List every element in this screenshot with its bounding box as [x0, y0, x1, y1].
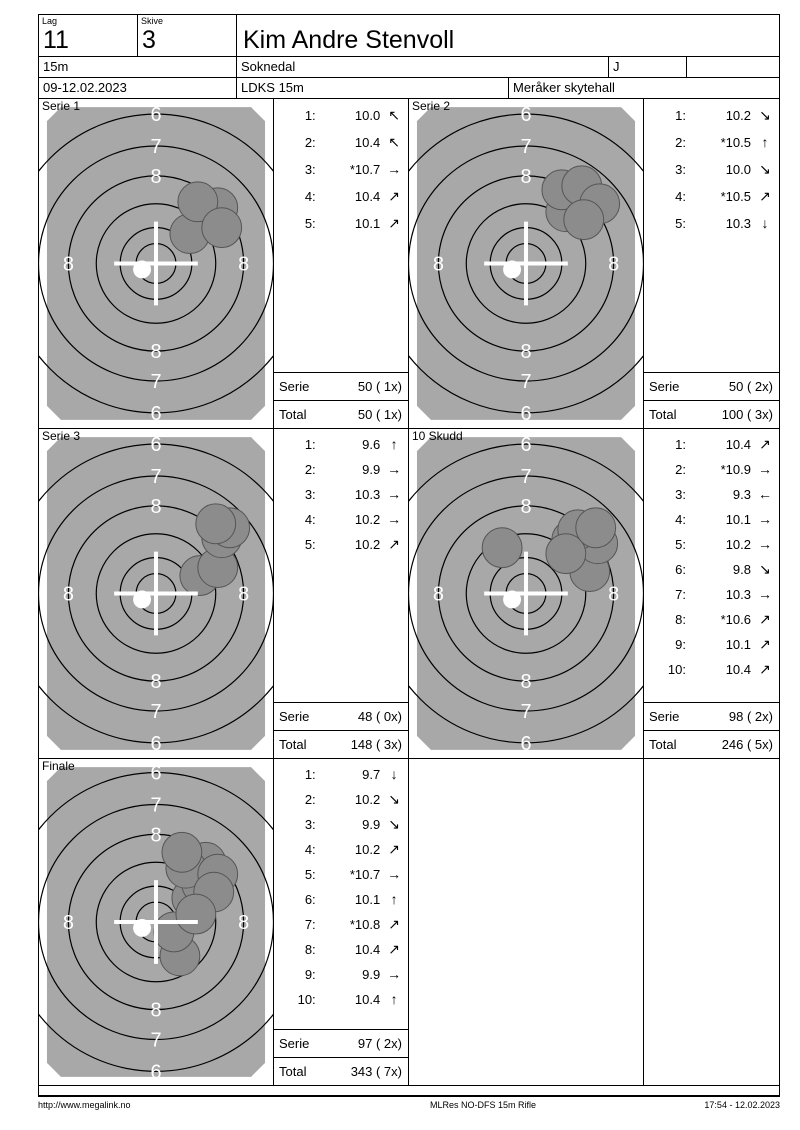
shot-row: [274, 129, 408, 156]
shot-number: 3:: [304, 817, 316, 832]
shot-direction-icon: ↓: [390, 766, 398, 782]
svg-text:6: 6: [520, 732, 532, 755]
shot-row: [274, 457, 408, 482]
shot-direction-icon: ↗: [388, 188, 400, 204]
svg-text:8: 8: [150, 999, 162, 1022]
competition-value: LDKS 15m: [241, 80, 304, 95]
shot-number: 7:: [304, 917, 316, 932]
shot-direction-icon: ↖: [388, 134, 400, 150]
shot-number: 1:: [304, 108, 316, 123]
shot-direction-icon: ↗: [388, 215, 400, 231]
target-serie-1: [39, 99, 274, 429]
shots-serie-2: [644, 99, 779, 429]
empty-shots-cell: [644, 759, 779, 1086]
shot-number: 9:: [304, 967, 316, 982]
footer-url[interactable]: http://www.megalink.no: [38, 1100, 131, 1110]
shot-direction-icon: ↘: [759, 561, 771, 577]
shot-row: [644, 102, 779, 129]
shot-value: 9.7: [362, 767, 381, 782]
svg-text:8: 8: [608, 253, 620, 276]
shot-number: 1:: [675, 437, 686, 452]
distance-cell: [39, 57, 237, 78]
shot-list: [644, 429, 779, 702]
total-sum-row: [274, 730, 408, 758]
shot-value: 10.1: [354, 216, 381, 231]
svg-text:8: 8: [608, 583, 620, 606]
shot-direction-icon: ↓: [761, 215, 769, 231]
shot-row: [644, 657, 779, 682]
svg-text:6: 6: [150, 732, 162, 755]
serie-label: Serie: [649, 709, 680, 724]
svg-text:8: 8: [520, 495, 532, 518]
svg-text:6: 6: [150, 434, 162, 457]
shot-row: [644, 156, 779, 183]
svg-text:6: 6: [150, 762, 162, 785]
series-title: 10 Skudd: [412, 429, 463, 443]
series-row: [39, 429, 779, 759]
shot-number: 4:: [675, 512, 686, 527]
shot-number: 4:: [304, 512, 316, 527]
serie-sum-row: [274, 1029, 408, 1057]
svg-text:8: 8: [238, 253, 250, 276]
shot-value: *10.8: [349, 917, 381, 932]
shot-value: 10.0: [354, 108, 381, 123]
svg-text:7: 7: [150, 1029, 162, 1052]
svg-text:6: 6: [520, 104, 532, 127]
shot-value: 10.1: [725, 512, 751, 527]
shot-number: 10:: [297, 992, 316, 1007]
total-label: Total: [279, 407, 307, 422]
range-cell: [509, 78, 779, 99]
shot-number: 5:: [675, 537, 686, 552]
shot-row: [644, 183, 779, 210]
distance-value: 15m: [43, 59, 69, 74]
shot-direction-icon: ←: [758, 486, 772, 502]
shot-direction-icon: ↗: [759, 611, 771, 627]
shot-value: 10.1: [354, 892, 381, 907]
shot-direction-icon: ↘: [388, 791, 400, 807]
series-row: [39, 99, 779, 429]
shot-value: 10.0: [725, 162, 751, 177]
shot-direction-icon: ↑: [390, 891, 398, 907]
shot-number: 2:: [304, 792, 316, 807]
shot-value: 10.2: [354, 842, 381, 857]
shot-direction-icon: ↖: [388, 107, 400, 123]
shot-number: 1:: [675, 108, 686, 123]
shot-value: *10.5: [720, 189, 751, 204]
shot-direction-icon: ↗: [388, 916, 400, 932]
serie-sum-row: [644, 702, 779, 730]
shot-row: [274, 762, 408, 787]
skive-cell: [138, 15, 237, 57]
serie-value: 50 ( 1x): [357, 379, 402, 394]
total-value: 100 ( 3x): [721, 407, 773, 422]
shot-row: [644, 210, 779, 237]
serie-sum-row: [274, 702, 408, 730]
serie-label: Serie: [279, 1036, 310, 1051]
total-value: 343 ( 7x): [350, 1064, 402, 1079]
extra-cell: [687, 57, 779, 78]
shot-value: 10.4: [725, 437, 751, 452]
svg-text:8: 8: [520, 341, 532, 364]
date-cell: [39, 78, 237, 99]
svg-text:8: 8: [150, 341, 162, 364]
svg-text:8: 8: [62, 583, 74, 606]
competition-cell: [237, 78, 509, 99]
shot-row: [274, 210, 408, 237]
shot-number: 5:: [675, 216, 686, 231]
shot-direction-icon: →: [387, 461, 402, 477]
shot-row: [644, 632, 779, 657]
serie-value: 97 ( 2x): [357, 1036, 402, 1051]
shot-value: 10.3: [354, 487, 381, 502]
shot-value: 10.2: [354, 792, 381, 807]
svg-text:8: 8: [62, 253, 74, 276]
shot-number: 10:: [667, 662, 686, 677]
total-sum-row: [274, 400, 408, 428]
target-serie-2: [409, 99, 644, 429]
shot-number: 4:: [304, 842, 316, 857]
svg-text:7: 7: [150, 370, 162, 393]
shot-row: [644, 432, 779, 457]
shot-number: 2:: [675, 135, 686, 150]
shot-row: [274, 887, 408, 912]
shot-value: 9.9: [362, 967, 381, 982]
skive-value: 3: [142, 26, 156, 54]
shot-row: [644, 607, 779, 632]
range-value: Meråker skytehall: [513, 80, 615, 95]
shot-number: 4:: [675, 189, 686, 204]
target-10-skudd: [409, 429, 644, 759]
shot-value: *10.6: [720, 612, 751, 627]
shot-direction-icon: →: [387, 866, 402, 882]
svg-text:8: 8: [432, 583, 444, 606]
svg-text:8: 8: [520, 671, 532, 694]
shot-row: [274, 787, 408, 812]
shot-list: [644, 99, 779, 372]
svg-text:6: 6: [150, 104, 162, 127]
shot-number: 5:: [304, 867, 316, 882]
shot-row: [274, 987, 408, 1012]
serie-sum-row: [274, 372, 408, 400]
shot-direction-icon: →: [758, 461, 772, 477]
shot-list: [274, 429, 408, 702]
serie-value: 50 ( 2x): [728, 379, 773, 394]
shot-value: *10.7: [349, 867, 381, 882]
shot-value: 10.4: [354, 942, 381, 957]
shot-list: [274, 759, 408, 1029]
shot-direction-icon: ↗: [388, 841, 400, 857]
svg-text:6: 6: [520, 434, 532, 457]
shot-row: [274, 937, 408, 962]
shot-number: 9:: [675, 637, 686, 652]
shot-value: 10.2: [725, 108, 751, 123]
series-title: Serie 2: [412, 99, 451, 113]
shot-direction-icon: →: [387, 486, 402, 502]
shot-row: [274, 837, 408, 862]
svg-text:7: 7: [150, 135, 162, 158]
total-label: Total: [279, 737, 307, 752]
shot-direction-icon: ↑: [390, 436, 398, 452]
footer-printed: 17:54 - 12.02.2023: [704, 1100, 780, 1110]
total-value: 50 ( 1x): [357, 407, 402, 422]
shot-number: 2:: [304, 462, 316, 477]
lag-value: 11: [43, 26, 69, 54]
shot-number: 7:: [675, 587, 686, 602]
shot-value: 10.2: [354, 537, 381, 552]
series-title: Serie 1: [42, 99, 81, 113]
shot-direction-icon: ↗: [759, 188, 771, 204]
shot-number: 3:: [675, 162, 686, 177]
shot-list: [274, 99, 408, 372]
shot-value: 9.8: [732, 562, 751, 577]
shots-finale: [274, 759, 409, 1086]
shot-value: 10.4: [354, 992, 381, 1007]
shot-value: 9.9: [362, 462, 381, 477]
total-label: Total: [649, 407, 677, 422]
shot-number: 1:: [304, 437, 316, 452]
svg-text:8: 8: [238, 911, 250, 934]
shot-number: 3:: [675, 487, 686, 502]
svg-text:7: 7: [520, 135, 532, 158]
shot-number: 1:: [304, 767, 316, 782]
series-grid: [39, 99, 779, 1086]
class-value: J: [613, 59, 620, 74]
serie-label: Serie: [649, 379, 680, 394]
shooter-cell: [237, 15, 779, 57]
header-row-3: [39, 78, 779, 99]
serie-value: 98 ( 2x): [728, 709, 773, 724]
shot-row: [274, 812, 408, 837]
shot-number: 4:: [304, 189, 316, 204]
shot-value: 10.1: [725, 637, 751, 652]
header-row-2: [39, 57, 779, 78]
series-title: Serie 3: [42, 429, 81, 443]
shot-direction-icon: ↘: [759, 107, 771, 123]
shot-direction-icon: ↑: [390, 991, 398, 1007]
shot-number: 8:: [304, 942, 316, 957]
shot-number: 5:: [304, 216, 316, 231]
shots-serie-1: [274, 99, 409, 429]
svg-text:8: 8: [520, 165, 532, 188]
total-value: 246 ( 5x): [721, 737, 773, 752]
svg-text:8: 8: [150, 671, 162, 694]
shot-value: 10.4: [354, 189, 381, 204]
lag-cell: [39, 15, 138, 57]
shot-direction-icon: ↘: [759, 161, 771, 177]
shot-row: [644, 129, 779, 156]
shot-value: 9.6: [362, 437, 381, 452]
shot-row: [274, 532, 408, 557]
shot-row: [644, 482, 779, 507]
footer-program: MLRes NO-DFS 15m Rifle: [429, 1100, 537, 1110]
shot-direction-icon: ↗: [759, 636, 771, 652]
shot-value: 10.4: [354, 135, 381, 150]
shot-direction-icon: →: [387, 511, 402, 527]
series-row: [39, 759, 779, 1086]
target-finale: [39, 759, 274, 1086]
class-cell: [609, 57, 687, 78]
shot-row: [274, 862, 408, 887]
shot-row: [644, 507, 779, 532]
footer-divider: [38, 1096, 780, 1097]
shot-value: 10.3: [725, 587, 751, 602]
total-label: Total: [279, 1064, 307, 1079]
total-label: Total: [649, 737, 677, 752]
shot-row: [274, 432, 408, 457]
shot-number: 3:: [304, 487, 316, 502]
shot-number: 6:: [304, 892, 316, 907]
shot-row: [274, 507, 408, 532]
shot-direction-icon: ↘: [388, 816, 400, 832]
footer: [38, 1100, 780, 1110]
shot-value: *10.5: [720, 135, 751, 150]
shot-direction-icon: →: [758, 536, 772, 552]
shot-direction-icon: →: [387, 966, 402, 982]
shot-number: 8:: [675, 612, 686, 627]
lag-label: Lag: [42, 16, 58, 26]
shot-number: 3:: [304, 162, 316, 177]
svg-text:7: 7: [150, 794, 162, 817]
svg-text:6: 6: [520, 402, 532, 425]
shot-row: [274, 482, 408, 507]
svg-text:8: 8: [150, 824, 162, 847]
svg-text:7: 7: [150, 700, 162, 723]
shot-direction-icon: →: [387, 161, 402, 177]
shot-row: [274, 912, 408, 937]
shot-value: 10.4: [725, 662, 751, 677]
shot-direction-icon: ↗: [759, 436, 771, 452]
total-sum-row: [644, 730, 779, 758]
shots-serie-3: [274, 429, 409, 759]
shot-value: *10.9: [720, 462, 751, 477]
shot-value: 10.2: [354, 512, 381, 527]
svg-text:7: 7: [150, 465, 162, 488]
shooter-name: Kim Andre Stenvoll: [243, 26, 455, 54]
svg-text:8: 8: [238, 583, 250, 606]
shot-number: 2:: [675, 462, 686, 477]
svg-text:7: 7: [520, 465, 532, 488]
serie-label: Serie: [279, 709, 310, 724]
shot-row: [644, 532, 779, 557]
svg-text:8: 8: [62, 911, 74, 934]
shot-value: *10.7: [349, 162, 381, 177]
skive-label: Skive: [141, 16, 164, 26]
svg-text:6: 6: [150, 1061, 162, 1084]
shot-row: [274, 183, 408, 210]
result-sheet: [38, 14, 780, 1096]
total-value: 148 ( 3x): [350, 737, 402, 752]
shot-value: 9.9: [362, 817, 381, 832]
shot-row: [644, 557, 779, 582]
series-title: Finale: [42, 759, 75, 773]
shot-number: 2:: [304, 135, 316, 150]
shot-value: 9.3: [732, 487, 751, 502]
svg-text:8: 8: [150, 495, 162, 518]
shot-row: [274, 102, 408, 129]
shot-number: 6:: [675, 562, 686, 577]
shot-direction-icon: →: [758, 586, 772, 602]
shot-row: [274, 156, 408, 183]
serie-value: 48 ( 0x): [357, 709, 402, 724]
header-row-1: [39, 15, 779, 57]
shot-row: [644, 582, 779, 607]
club-value: Soknedal: [241, 59, 296, 74]
total-sum-row: [644, 400, 779, 428]
shot-value: 10.3: [725, 216, 751, 231]
svg-text:8: 8: [432, 253, 444, 276]
club-cell: [237, 57, 609, 78]
shots-10-skudd: [644, 429, 779, 759]
svg-text:7: 7: [520, 700, 532, 723]
date-value: 09-12.02.2023: [43, 80, 127, 95]
shot-direction-icon: ↗: [759, 661, 771, 677]
svg-text:8: 8: [150, 165, 162, 188]
shot-direction-icon: ↗: [388, 536, 400, 552]
shot-direction-icon: →: [758, 511, 772, 527]
shot-number: 5:: [304, 537, 316, 552]
shot-direction-icon: ↑: [761, 134, 769, 150]
svg-text:6: 6: [150, 402, 162, 425]
svg-text:7: 7: [520, 370, 532, 393]
serie-label: Serie: [279, 379, 310, 394]
shot-row: [644, 457, 779, 482]
shot-value: 10.2: [725, 537, 751, 552]
empty-target-cell: [409, 759, 644, 1086]
shot-row: [274, 962, 408, 987]
total-sum-row: [274, 1057, 408, 1085]
target-serie-3: [39, 429, 274, 759]
shot-direction-icon: ↗: [388, 941, 400, 957]
serie-sum-row: [644, 372, 779, 400]
